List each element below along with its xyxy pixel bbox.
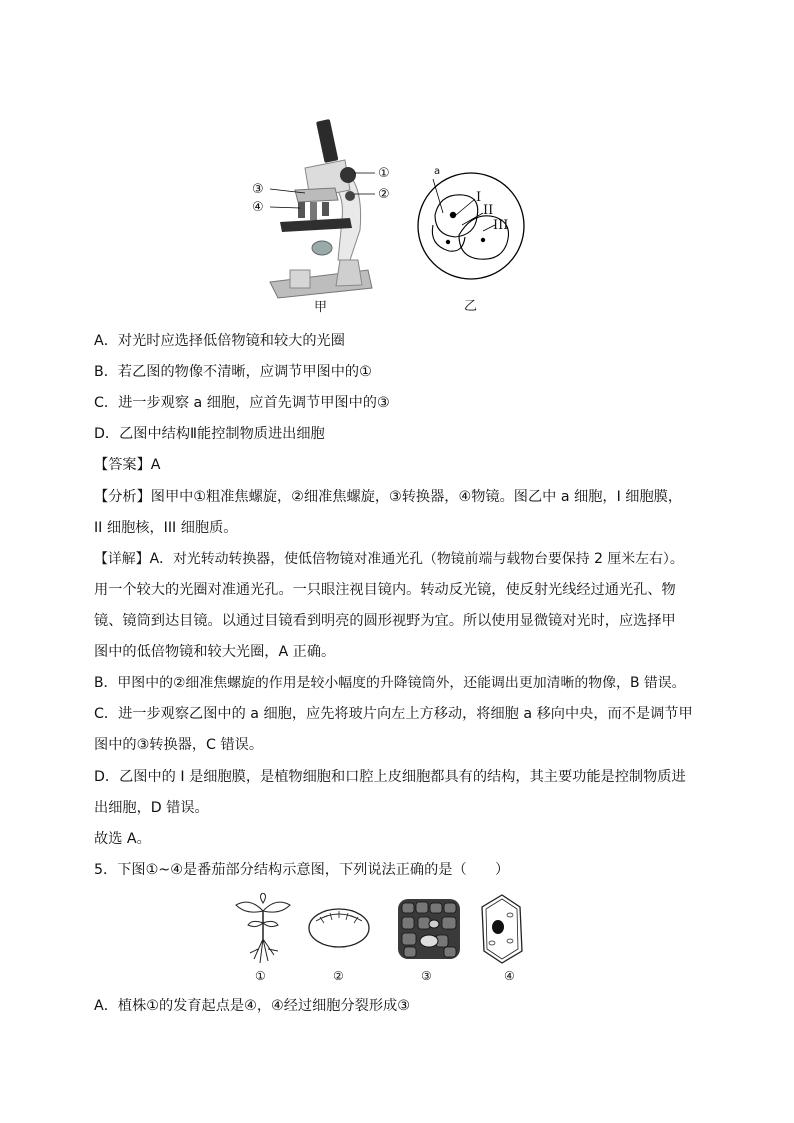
- q5-figure-label-2: ②: [333, 969, 344, 983]
- q4-option-b: B．若乙图的物像不清晰，应调节甲图中的①: [94, 364, 372, 380]
- q4-detail-line-4: 图中的低倍物镜和较大光圈，A 正确。: [94, 644, 336, 660]
- cell-label-II: II: [483, 203, 494, 218]
- q4-detail-line-5: B．甲图中的②细准焦螺旋的作用是较小幅度的升降镜筒外，还能调出更加清晰的物像，B 错误。: [94, 675, 686, 691]
- q4-detail-line-10: 故选 A。: [94, 831, 151, 847]
- q5-option-a: A．植株①的发育起点是④，④经过细胞分裂形成③: [94, 998, 410, 1014]
- figure-microscope-and-cells: [250, 110, 550, 315]
- q5-figure-label-3: ③: [421, 969, 432, 983]
- tomato-cell-figure: [480, 893, 524, 965]
- cell-caption: 乙: [464, 299, 478, 314]
- cell-field-figure: [415, 165, 525, 283]
- q5-figure-label-1: ①: [255, 969, 266, 983]
- q5-stem: 5．下图①~④是番茄部分结构示意图，下列说法正确的是（ ）: [94, 862, 510, 878]
- q4-option-a: A．对光时应选择低倍物镜和较大的光圈: [94, 333, 345, 349]
- callout-3: ③: [252, 182, 264, 197]
- tomato-fruit-figure: [306, 905, 372, 951]
- callout-2: ②: [378, 187, 390, 202]
- q4-detail-line-6: C．进一步观察乙图中的 a 细胞，应先将玻片向左上方移动，将细胞 a 移向中央，而不是调节甲: [94, 706, 693, 722]
- q4-detail-line-2: 用一个较大的光圈对准通光孔。一只眼注视目镜内。转动反光镜，使反射光线经过通光孔、物: [94, 582, 676, 598]
- q4-option-c: C．进一步观察 a 细胞，应首先调节甲图中的③: [94, 395, 390, 411]
- callout-4: ④: [252, 200, 264, 215]
- q4-option-d: D．乙图中结构Ⅱ能控制物质进出细胞: [94, 426, 325, 442]
- q4-detail-line-9: 出细胞，D 错误。: [94, 800, 209, 816]
- microscope-figure: [250, 110, 420, 305]
- cell-label-a: a: [434, 166, 441, 177]
- microscope-caption: 甲: [314, 300, 328, 315]
- q4-detail-line-1: 【详解】A．对光转动转换器，使低倍物镜对准通光孔（物镜前端与载物台要保持 2 厘米左右）。: [94, 551, 684, 567]
- q5-figure-label-4: ④: [504, 969, 515, 983]
- tomato-plant-figure: [232, 893, 294, 965]
- q4-analysis-line-2: II 细胞核，III 细胞质。: [94, 520, 238, 536]
- callout-1: ①: [378, 166, 390, 181]
- q4-detail-line-7: 图中的③转换器，C 错误。: [94, 737, 264, 753]
- q5-figure: [230, 893, 540, 988]
- cell-label-I: I: [476, 190, 482, 205]
- q4-detail-line-3: 镜、镜筒到达目镜。以通过目镜看到明亮的圆形视野为宜。所以使用显微镜对光时，应选择甲: [94, 613, 676, 629]
- q4-detail-line-8: D．乙图中的 I 是细胞膜，是植物细胞和口腔上皮细胞都具有的结构，其主要功能是控制物质进: [94, 769, 686, 785]
- q4-analysis-line-1: 【分析】图甲中①粗准焦螺旋，②细准焦螺旋，③转换器，④物镜。图乙中 a 细胞，I 细胞膜，: [94, 489, 683, 505]
- tomato-tissue-figure: [396, 897, 462, 961]
- q4-answer: 【答案】A: [94, 457, 161, 473]
- cell-label-III: III: [493, 218, 509, 233]
